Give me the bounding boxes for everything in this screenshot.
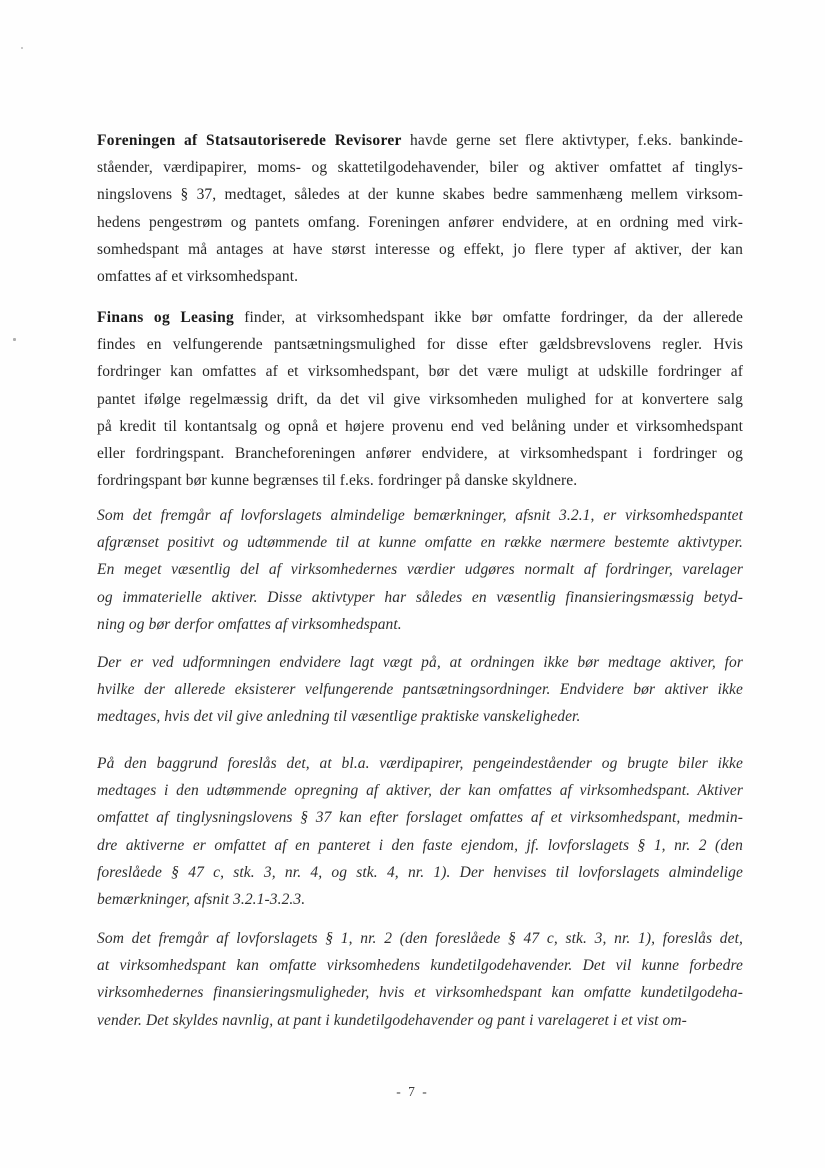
text-line: ning og bør derfor omfattes af virksomhedspant.: [97, 615, 402, 633]
text-line: eller fordringspant. Brancheforeningen anfører endvidere, at virksomhedspant i fordringer og: [97, 444, 743, 462]
text-line: afgrænset positivt og udtømmende til at kunne omfatte en række nærmere bestemte aktivtyper.: [97, 534, 743, 552]
text-line: ståender, værdipapirer, moms- og skattetilgodehavender, biler og aktiver omfattet af tinglys-: [97, 159, 743, 177]
text-line: foreslåede § 47 c, stk. 3, nr. 4, og stk. 4, nr. 1). Der henvises til lovforslagets almindelige: [97, 863, 743, 881]
text-line: Foreningen af Statsautoriserede Revisorer havde gerne set flere aktivtyper, f.eks. bankinde-: [97, 132, 743, 149]
text-line: dre aktiverne er omfattet af en panteret i den faste ejendom, jf. lovforslagets § 1, nr. 2 (den: [97, 836, 743, 854]
text-line: omfattet af tinglysningslovens § 37 kan efter forslaget omfattes af et virksomhedspant, medmin-: [97, 809, 743, 827]
scan-artifact-dot: [13, 338, 16, 341]
text-line: Finans og Leasing finder, at virksomhedspant ikke bør omfatte fordringer, da der allerede: [97, 309, 743, 326]
paragraph: [97, 750, 743, 913]
text-line: Som det fremgår af lovforslagets § 1, nr. 2 (den foreslåede § 47 c, stk. 3, nr. 1), foreslås det,: [97, 930, 743, 947]
text-line: En meget væsentlig del af virksomhedernes værdier udgøres normalt af fordringer, varelager: [97, 561, 743, 579]
text-line: og immaterielle aktiver. Disse aktivtyper har således en væsentlig finansieringsmæssig betyd-: [97, 588, 743, 606]
text-line: omfattes af et virksomhedspant.: [97, 267, 299, 285]
text-line: på kredit til kontantsalg og opnå et højere provenu end ved belåning under et virksomhedspant: [97, 417, 743, 435]
page-number: - 7 -: [396, 1084, 429, 1099]
text-line: fordringspant bør kunne begrænses til f.eks. fordringer på danske skyldnere.: [97, 472, 578, 490]
text-line: virksomhedernes finansieringsmuligheder, hvis et virksomhedspant kan omfatte kundetilgodeha-: [97, 984, 743, 1002]
text-line: medtages, hvis det vil give anledning til væsentlige praktiske vanskeligheder.: [97, 708, 581, 726]
text-line: bemærkninger, afsnit 3.2.1-3.2.3.: [97, 890, 306, 908]
text-line: Som det fremgår af lovforslagets almindelige bemærkninger, afsnit 3.2.1, er virksomhedspantet: [97, 507, 743, 524]
text-line: fordringer kan omfattes af et virksomhedspant, bør det være muligt at udskille fordringer af: [97, 363, 743, 381]
text-line: Der er ved udformningen endvidere lagt vægt på, at ordningen ikke bør medtage aktiver, for: [97, 654, 743, 671]
bold-lead: Finans og Leasing: [97, 309, 235, 326]
text-line: På den baggrund foreslås det, at bl.a. værdipapirer, pengeindeståender og brugte biler ikke: [97, 755, 743, 772]
text-line: hedens pengestrøm og pantets omfang. Foreningen anfører endvidere, at en ordning med virk-: [97, 213, 743, 231]
paragraph: [97, 304, 743, 494]
text-line: at virksomhedspant kan omfatte virksomhedens kundetilgodehavender. Det vil kunne forbedre: [97, 957, 743, 975]
text-line: pantet ifølge regelmæssig drift, da det vil give virksomheden mulighed for at konvertere salg: [97, 390, 743, 408]
paragraph: [97, 127, 743, 290]
paragraph: [97, 649, 743, 731]
text-line: medtages i den udtømmende opregning af aktiver, der kan omfattes af virksomhedspant. Aktiver: [97, 782, 743, 800]
paragraph: [97, 502, 743, 638]
text-line: somhedspant må antages at have størst interesse og effekt, jo flere typer af aktiver, der kan: [97, 240, 743, 258]
text-line: ningslovens § 37, medtaget, således at der kunne skabes bedre sammenhæng mellem virksom-: [97, 186, 743, 204]
bold-lead: Foreningen af Statsautoriserede Revisorer: [97, 132, 402, 149]
paragraph: [97, 925, 743, 1034]
text-line: vender. Det skyldes navnlig, at pant i kundetilgodehavender og pant i varelageret i et vist om-: [97, 1011, 687, 1029]
text-line: hvilke der allerede eksisterer velfungerende pantsætningsordninger. Endvidere bør aktiver ikke: [97, 681, 743, 699]
scan-artifact-dot: [21, 47, 23, 49]
text-line: findes en velfungerende pantsætningsmulighed for disse efter gældsbrevslovens regler. Hvis: [97, 336, 743, 354]
